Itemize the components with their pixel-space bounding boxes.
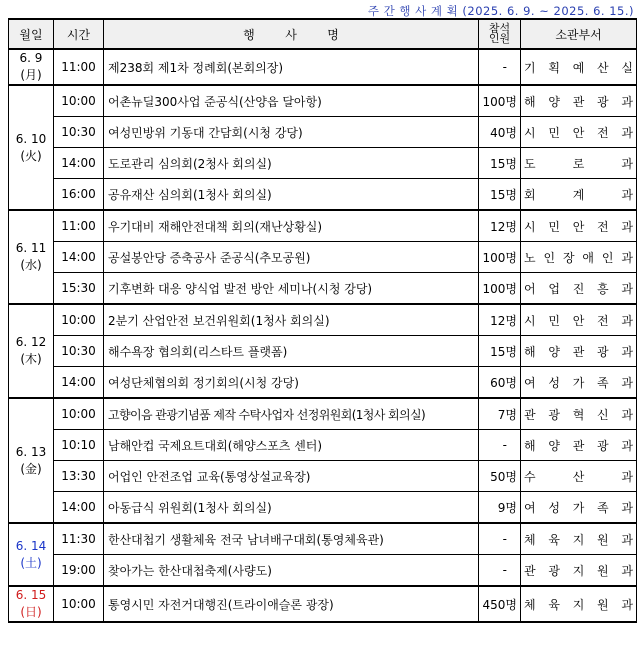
time-cell: 10:00 — [54, 85, 104, 117]
time-cell: 19:00 — [54, 555, 104, 587]
dept-cell — [521, 242, 637, 273]
dept-name: 시 민 안 전 과 — [524, 125, 633, 140]
event-cell: 여성단체협의회 정기회의(시청 강당) — [104, 367, 479, 399]
dept-name: 시 민 안 전 과 — [524, 313, 633, 328]
event-cell: 한산대첩기 생활체육 전국 남녀배구대회(통영체육관) — [104, 523, 479, 555]
attendance-cell: 9명 — [479, 492, 521, 524]
day-weekday: (水) — [20, 258, 42, 272]
attendance-cell: 100명 — [479, 242, 521, 273]
day-cell — [9, 49, 54, 85]
day-date: 6. 9 — [19, 51, 43, 65]
day-cell — [9, 398, 54, 523]
time-cell: 10:30 — [54, 336, 104, 367]
dept-cell — [521, 492, 637, 524]
event-cell: 제238회 제1차 정례회(본회의장) — [104, 49, 479, 85]
attendance-cell: 12명 — [479, 304, 521, 336]
table-row — [9, 492, 637, 524]
table-row — [9, 398, 637, 430]
dept-cell — [521, 148, 637, 179]
day-cell — [9, 210, 54, 304]
dept-cell — [521, 179, 637, 211]
time-cell: 10:00 — [54, 398, 104, 430]
time-cell: 10:00 — [54, 586, 104, 622]
day-cell — [9, 523, 54, 586]
time-cell: 14:00 — [54, 148, 104, 179]
table-row — [9, 85, 637, 117]
attendance-cell: 15명 — [479, 179, 521, 211]
time-cell: 11:30 — [54, 523, 104, 555]
dept-cell — [521, 523, 637, 555]
table-row — [9, 586, 637, 622]
table-row — [9, 367, 637, 399]
dept-name: 노 인 장 애 인 과 — [524, 250, 633, 265]
dept-cell — [521, 367, 637, 399]
event-cell: 우기대비 재해안전대책 회의(재난상황실) — [104, 210, 479, 242]
event-cell: 아동급식 위원회(1청사 회의실) — [104, 492, 479, 524]
table-row — [9, 148, 637, 179]
attendance-cell: 60명 — [479, 367, 521, 399]
dept-name: 도 로 과 — [524, 156, 633, 171]
table-row — [9, 242, 637, 273]
dept-name: 시 민 안 전 과 — [524, 219, 633, 234]
event-cell: 통영시민 자전거대행진(트라이애슬론 광장) — [104, 586, 479, 622]
header-event: 행 사 명 — [104, 19, 479, 49]
attendance-cell: 15명 — [479, 148, 521, 179]
day-cell — [9, 304, 54, 398]
weekly-schedule-table — [8, 18, 637, 623]
day-date: 6. 12 — [15, 335, 47, 349]
day-date: 6. 15 — [15, 588, 47, 602]
dept-cell — [521, 85, 637, 117]
dept-name: 체 육 지 원 과 — [524, 532, 633, 547]
event-cell: 여성민방위 기동대 간담회(시청 강당) — [104, 117, 479, 148]
time-cell: 16:00 — [54, 179, 104, 211]
dept-cell — [521, 461, 637, 492]
event-cell: 해수욕장 협의회(리스타트 플랫폼) — [104, 336, 479, 367]
dept-cell — [521, 273, 637, 305]
table-row — [9, 461, 637, 492]
dept-name: 관 광 지 원 과 — [524, 563, 633, 578]
event-cell: 어업인 안전조업 교육(통영상설교육장) — [104, 461, 479, 492]
event-cell: 도로관리 심의회(2청사 회의실) — [104, 148, 479, 179]
table-row — [9, 210, 637, 242]
time-cell: 11:00 — [54, 210, 104, 242]
day-weekday: (土) — [20, 555, 42, 570]
attendance-cell: - — [479, 523, 521, 555]
dept-cell — [521, 555, 637, 587]
table-row — [9, 273, 637, 305]
time-cell: 14:00 — [54, 367, 104, 399]
time-cell: 10:10 — [54, 430, 104, 461]
time-cell: 14:00 — [54, 492, 104, 524]
event-cell: 공설봉안당 증축공사 준공식(추모공원) — [104, 242, 479, 273]
table-row — [9, 49, 637, 85]
table-row — [9, 304, 637, 336]
dept-cell — [521, 586, 637, 622]
dept-name: 관 광 혁 신 과 — [524, 407, 633, 422]
attendance-cell: 100명 — [479, 273, 521, 305]
event-cell: 공유재산 심의회(1청사 회의실) — [104, 179, 479, 211]
dept-name: 해 양 관 광 과 — [524, 344, 633, 359]
attendance-cell: - — [479, 555, 521, 587]
time-cell: 15:30 — [54, 273, 104, 305]
dept-cell — [521, 49, 637, 85]
event-cell: 남해안컵 국제요트대회(해양스포츠 센터) — [104, 430, 479, 461]
attendance-cell: - — [479, 430, 521, 461]
time-cell: 10:30 — [54, 117, 104, 148]
dept-cell — [521, 430, 637, 461]
attendance-cell: 50명 — [479, 461, 521, 492]
dept-cell — [521, 304, 637, 336]
attendance-cell: 7명 — [479, 398, 521, 430]
header-dept: 소관부서 — [521, 19, 637, 49]
time-cell: 13:30 — [54, 461, 104, 492]
day-date: 6. 11 — [15, 241, 47, 255]
table-row — [9, 430, 637, 461]
attendance-cell: 100명 — [479, 85, 521, 117]
dept-name: 해 양 관 광 과 — [524, 438, 633, 453]
dept-cell — [521, 117, 637, 148]
header-row — [9, 19, 637, 49]
event-cell: 2분기 산업안전 보건위원회(1청사 회의실) — [104, 304, 479, 336]
event-cell: 어촌뉴딜300사업 준공식(산양읍 달아항) — [104, 85, 479, 117]
event-cell: 고향이음 관광기념품 제작 수탁사업자 선정위원회(1청사 회의실) — [104, 398, 479, 430]
header-day: 월일 — [9, 19, 54, 49]
day-cell — [9, 586, 54, 622]
day-weekday: (月) — [20, 68, 42, 82]
dept-name: 어 업 진 흥 과 — [524, 281, 633, 296]
dept-name: 기 획 예 산 실 — [524, 60, 633, 75]
day-date: 6. 13 — [15, 444, 47, 459]
dept-name: 회 계 과 — [524, 187, 633, 202]
attendance-cell: - — [479, 49, 521, 85]
dept-name: 여 성 가 족 과 — [524, 375, 633, 390]
time-cell: 11:00 — [54, 49, 104, 85]
header-time: 시간 — [54, 19, 104, 49]
time-cell: 14:00 — [54, 242, 104, 273]
dept-name: 여 성 가 족 과 — [524, 500, 633, 515]
dept-name: 수 산 과 — [524, 469, 633, 484]
table-row — [9, 179, 637, 211]
day-cell — [9, 85, 54, 210]
time-cell: 10:00 — [54, 304, 104, 336]
attendance-cell: 15명 — [479, 336, 521, 367]
event-cell: 기후변화 대응 양식업 발전 방안 세미나(시청 강당) — [104, 273, 479, 305]
page-title: 주 간 행 사 계 획 (2025. 6. 9. ~ 2025. 6. 15.) — [367, 4, 634, 18]
day-date: 6. 10 — [15, 131, 47, 146]
day-weekday: (日) — [20, 605, 42, 619]
event-cell: 찾아가는 한산대첩축제(사량도) — [104, 555, 479, 587]
table-row — [9, 523, 637, 555]
attendance-cell: 40명 — [479, 117, 521, 148]
dept-cell — [521, 336, 637, 367]
attendance-cell: 450명 — [479, 586, 521, 622]
table-row — [9, 555, 637, 587]
day-date: 6. 14 — [15, 538, 47, 553]
dept-name: 체 육 지 원 과 — [524, 597, 633, 612]
day-weekday: (金) — [20, 461, 42, 476]
dept-name: 해 양 관 광 과 — [524, 94, 633, 109]
table-row — [9, 117, 637, 148]
dept-cell — [521, 210, 637, 242]
schedule-body — [9, 49, 637, 622]
day-weekday: (火) — [20, 148, 42, 163]
attendance-cell: 12명 — [479, 210, 521, 242]
header-attendance: 참석 인원 — [479, 19, 521, 49]
table-row — [9, 336, 637, 367]
dept-cell — [521, 398, 637, 430]
day-weekday: (木) — [20, 352, 42, 366]
